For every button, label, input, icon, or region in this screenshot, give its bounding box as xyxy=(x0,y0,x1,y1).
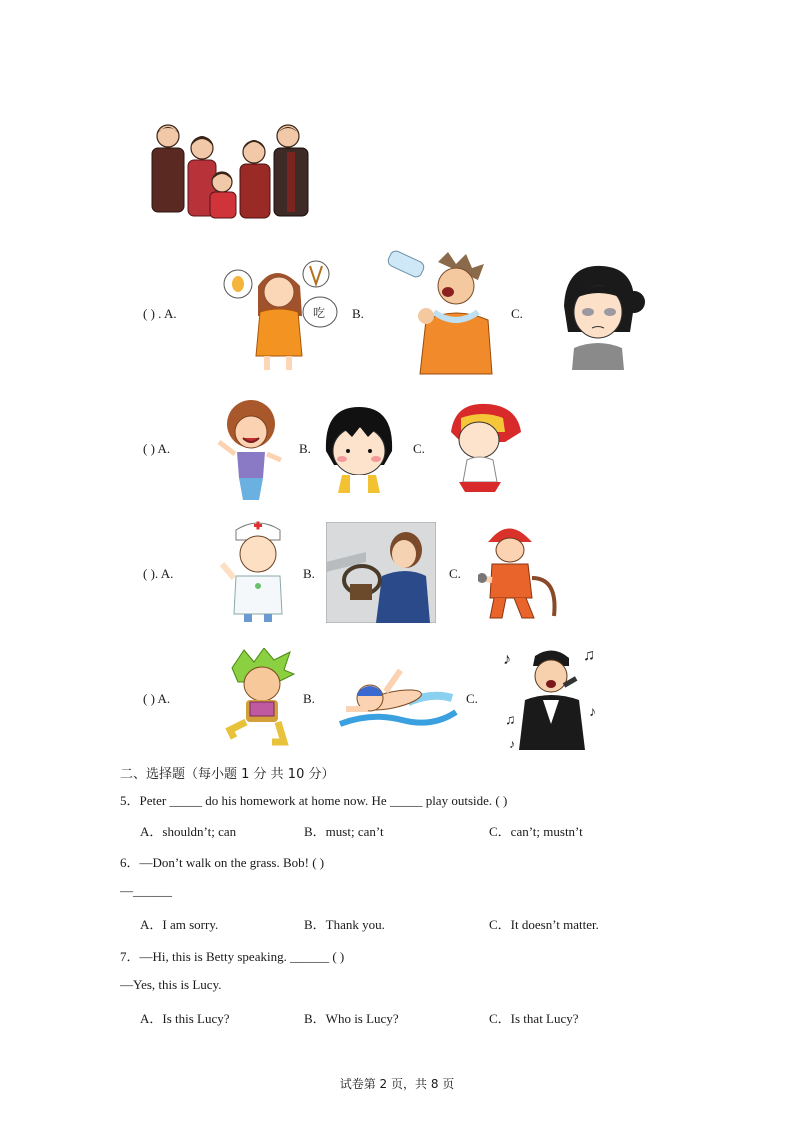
happy-boy-picture xyxy=(215,398,285,502)
music-note-icon: ♪ xyxy=(589,705,596,720)
q5-option-c[interactable]: C．can’t; mustn’t xyxy=(489,824,583,839)
tired-girl-picture xyxy=(558,262,648,372)
row1-option-b-label: B. xyxy=(352,306,364,321)
page-footer: 试卷第 2 页，共 8 页 xyxy=(339,1077,455,1091)
q6-option-b[interactable]: B．Thank you. xyxy=(304,917,385,932)
driver-woman-picture xyxy=(326,522,436,623)
row3-option-b-label: B. xyxy=(303,566,315,581)
eat-bubble-text: 吃 xyxy=(313,306,326,320)
singing-man-picture xyxy=(499,644,605,752)
row4-option-b-label: B. xyxy=(303,691,315,706)
row2-option-b-label: B. xyxy=(299,441,311,456)
firefighter-picture xyxy=(478,518,562,626)
music-note-icon: ♫ xyxy=(505,713,516,728)
row2-option-c-label: C. xyxy=(413,441,425,456)
q7-option-b[interactable]: B．Who is Lucy? xyxy=(304,1011,399,1026)
row4-answer-blank[interactable]: ( ) A. xyxy=(143,691,171,706)
row2-answer-blank[interactable]: ( ) A. xyxy=(143,441,171,456)
q5-stem: 5．Peter _____ do his homework at home now. He _____ play outside. ( ) xyxy=(120,793,508,808)
row4-option-c-label: C. xyxy=(466,691,478,706)
row1-option-c-label: C. xyxy=(511,306,523,321)
q7-stem: 7．—Hi, this is Betty speaking. ______ ( ) xyxy=(120,949,345,964)
q6-stem: 6．—Don’t walk on the grass. Bob! ( ) xyxy=(120,855,325,870)
row1-answer-blank[interactable]: ( ) . A. xyxy=(143,306,177,321)
row3-option-c-label: C. xyxy=(449,566,461,581)
q5-option-a[interactable]: A．shouldn’t; can xyxy=(140,824,237,839)
row3-answer-blank[interactable]: ( ). A. xyxy=(143,566,174,581)
music-note-icon: ♪ xyxy=(503,651,511,668)
hungry-girl-picture xyxy=(220,256,340,374)
q7-reply: —Yes, this is Lucy. xyxy=(120,977,222,992)
q5-option-b[interactable]: B．must; can’t xyxy=(304,824,384,839)
reading-boy-picture xyxy=(224,648,298,746)
music-note-icon: ♪ xyxy=(509,737,515,751)
red-hood-girl-picture xyxy=(445,402,523,496)
doctor-picture xyxy=(218,518,290,626)
music-note-icon: ♫ xyxy=(583,647,595,664)
section-2-title: 二、选择题（每小题 1 分 共 10 分） xyxy=(120,767,335,782)
q6-option-a[interactable]: A．I am sorry. xyxy=(140,917,219,932)
shy-girl-picture xyxy=(320,405,398,493)
q6-reply: —______ xyxy=(120,883,172,898)
swimming-boy-picture xyxy=(332,662,458,732)
family-picture xyxy=(148,122,316,222)
q7-option-c[interactable]: C．Is that Lucy? xyxy=(489,1011,579,1026)
q7-option-a[interactable]: A．Is this Lucy? xyxy=(140,1011,230,1026)
thirsty-man-picture xyxy=(386,250,498,376)
q6-option-c[interactable]: C．It doesn’t matter. xyxy=(489,917,599,932)
